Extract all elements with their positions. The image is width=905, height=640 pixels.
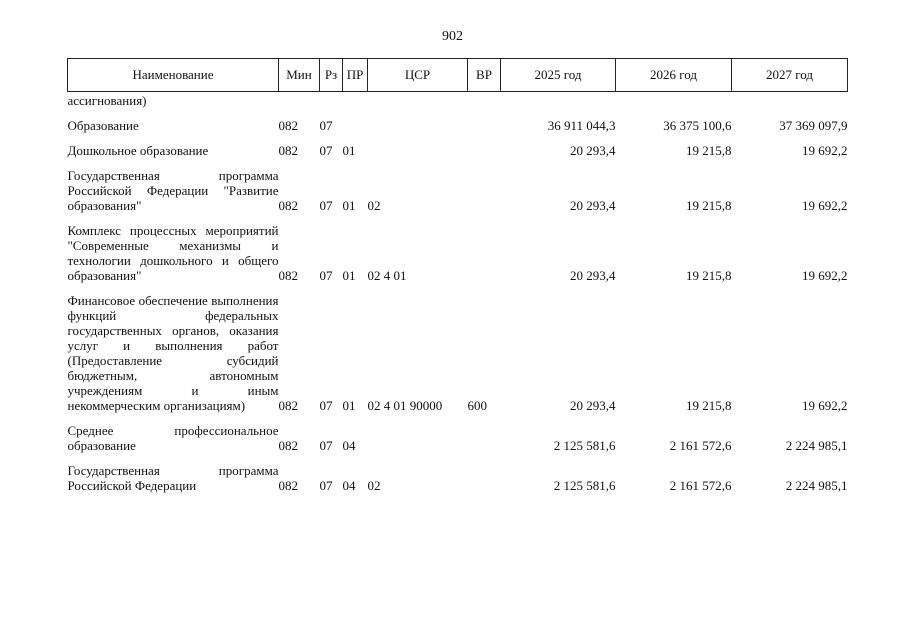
row-rz: 07 (319, 398, 333, 413)
row-rz: 07 (319, 438, 333, 453)
header-2027: 2027 год (732, 59, 848, 92)
row-csr (368, 108, 468, 133)
row-min: 082 (278, 268, 298, 283)
row-vr (468, 413, 501, 453)
row-min: 082 (278, 478, 298, 493)
row-csr: 02 (367, 478, 381, 493)
header-2026: 2026 год (616, 59, 732, 92)
table-row (68, 453, 848, 493)
row-2025: 2 125 581,6 (553, 438, 616, 453)
row-pr: 04 (342, 438, 356, 453)
row-vr (468, 133, 501, 158)
row-name: Финансовое обеспечение выполнения функций федеральных государственных органов, оказания услуг и выполнения работ (Предоставление субсидий бюджетным, автономным учреждениям и иным некоммерческим организациям) (67, 293, 279, 413)
row-2026: 2 161 572,6 (669, 438, 732, 453)
row-2025: 20 293,4 (570, 198, 616, 213)
budget-table (67, 58, 848, 493)
row-vr (468, 453, 501, 493)
row-vr: 600 (467, 398, 487, 413)
row-rz: 07 (319, 143, 333, 158)
row-2026: 19 215,8 (686, 268, 732, 283)
row-vr (468, 213, 501, 283)
row-2027 (732, 92, 848, 109)
row-pr (343, 108, 368, 133)
row-name: Дошкольное образование (67, 143, 209, 158)
row-name: Образование (67, 118, 139, 133)
row-2026: 19 215,8 (686, 143, 732, 158)
row-rz: 07 (319, 198, 333, 213)
row-2025: 20 293,4 (570, 268, 616, 283)
row-2025: 20 293,4 (570, 398, 616, 413)
table-row (68, 108, 848, 133)
row-csr (368, 92, 468, 109)
table-header-row (68, 59, 848, 92)
row-vr (468, 92, 501, 109)
row-pr: 01 (342, 398, 356, 413)
header-vr: ВР (468, 59, 501, 92)
row-csr: 02 4 01 (367, 268, 407, 283)
header-csr: ЦСР (368, 59, 468, 92)
row-csr: 02 (367, 198, 381, 213)
header-min: Мин (279, 59, 320, 92)
row-2025: 20 293,4 (570, 143, 616, 158)
row-2027: 19 692,2 (802, 143, 848, 158)
row-rz: 07 (319, 118, 333, 133)
row-2027: 19 692,2 (802, 398, 848, 413)
row-min (279, 92, 320, 109)
row-name: Государственная программа Российской Федерации "Развитие образования" (67, 168, 279, 213)
row-rz: 07 (319, 478, 333, 493)
row-2026: 19 215,8 (686, 398, 732, 413)
row-2027: 2 224 985,1 (785, 438, 848, 453)
row-vr (468, 158, 501, 213)
row-pr: 01 (342, 198, 356, 213)
row-2026 (616, 92, 732, 109)
row-2027: 37 369 097,9 (779, 118, 848, 133)
table-row (68, 158, 848, 213)
row-2026: 19 215,8 (686, 198, 732, 213)
row-name: Среднее профессиональное образование (67, 423, 279, 453)
row-csr: 02 4 01 90000 (367, 398, 443, 413)
row-min: 082 (278, 438, 298, 453)
row-2025: 36 911 044,3 (547, 118, 616, 133)
row-pr (343, 92, 368, 109)
row-pr: 04 (342, 478, 356, 493)
page-number: 902 (442, 29, 463, 44)
row-pr: 01 (342, 268, 356, 283)
row-2026: 2 161 572,6 (669, 478, 732, 493)
row-2025 (501, 92, 616, 109)
header-rz: Рз (320, 59, 343, 92)
row-name: ассигнования) (67, 93, 147, 108)
row-min: 082 (278, 398, 298, 413)
row-csr (368, 133, 468, 158)
row-2026: 36 375 100,6 (663, 118, 732, 133)
row-2027: 19 692,2 (802, 268, 848, 283)
header-pr: ПР (343, 59, 368, 92)
header-2025: 2025 год (501, 59, 616, 92)
header-name: Наименование (68, 59, 279, 92)
row-min: 082 (278, 118, 298, 133)
table-row (68, 92, 848, 109)
row-vr (468, 108, 501, 133)
row-name: Государственная программа Российской Федерации (67, 463, 279, 493)
row-name: Комплекс процессных мероприятий "Современные механизмы и технологии дошкольного и общего образования" (67, 223, 279, 283)
row-min: 082 (278, 143, 298, 158)
table-row (68, 283, 848, 413)
row-2025: 2 125 581,6 (553, 478, 616, 493)
row-csr (368, 413, 468, 453)
row-rz: 07 (319, 268, 333, 283)
row-2027: 2 224 985,1 (785, 478, 848, 493)
row-2027: 19 692,2 (802, 198, 848, 213)
table-row (68, 133, 848, 158)
row-min: 082 (278, 198, 298, 213)
row-pr: 01 (342, 143, 356, 158)
table-row (68, 413, 848, 453)
row-rz (320, 92, 343, 109)
table-row (68, 213, 848, 283)
